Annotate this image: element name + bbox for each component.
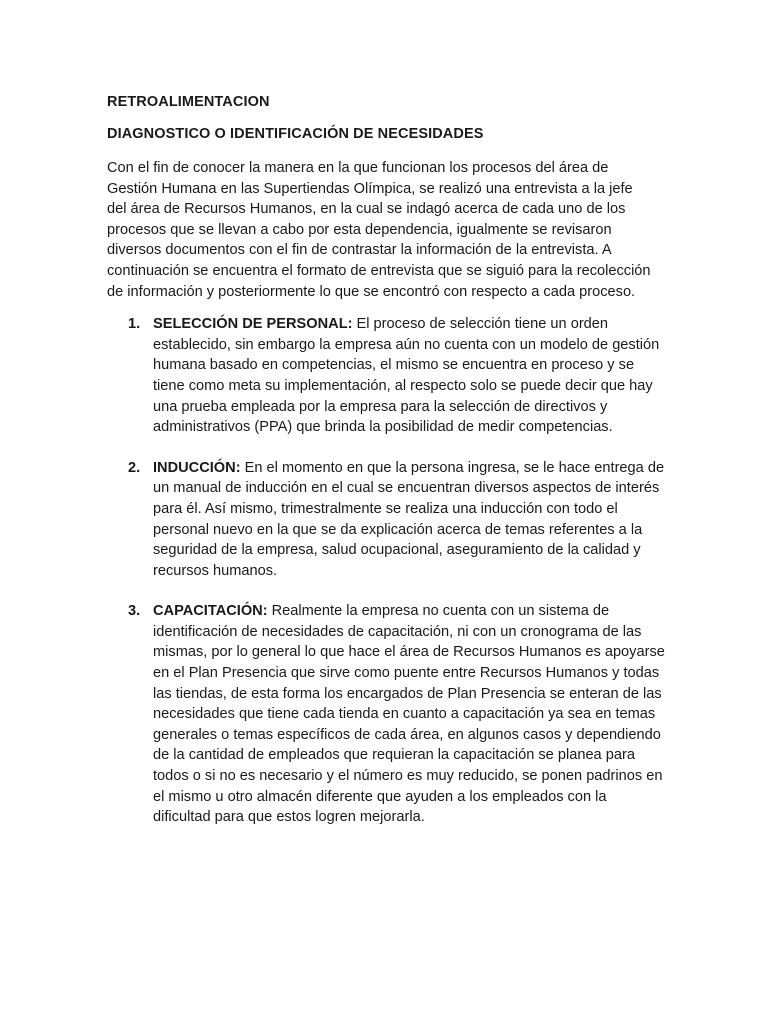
list-item-body	[153, 314, 665, 438]
list-item	[107, 458, 667, 582]
list-item-term: SELECCIÓN DE PERSONAL:	[153, 316, 353, 333]
list-item-text: El proceso de selección tiene un orden establecido, sin embargo la empresa aún no cuenta con un modelo de gestión humana basado en competencias, el mismo se encuentra en proceso y se tiene como meta su implementación, al respecto solo se puede decir que hay una prueba empleada por la empresa para la selección de directivos y administrativos (PPA) que brinda la posibilidad de medir competencias.	[153, 316, 660, 436]
list-item-body	[153, 601, 665, 828]
intro-paragraph: Con el fin de conocer la manera en la que funcionan los procesos del área de Gestión Humana en las Supertiendas Olímpica, se realizó una entrevista a la jefe del área de Recursos Humanos, en la cual se indagó acerca de cada uno de los procesos que se llevan a cabo por esta dependencia, igualmente se revisaron diversos documentos con el fin de contrastar la información de la entrevista. A continuación se encuentra el formato de entrevista que se siguió para la recolección de información y posteriormente lo que se encontró con respecto a cada proceso.	[107, 160, 651, 300]
list-item-number: 3.	[128, 603, 141, 620]
list-item	[107, 314, 667, 438]
list-item-text: Realmente la empresa no cuenta con un sistema de identificación de necesidades de capacitación, ni con un cronograma de las mismas, por lo general lo que hace el área de Recursos Humanos es apoyarse en el Plan Presencia que sirve como puente entre Recursos Humanos y todas las tiendas, de esta forma los encargados de Plan Presencia se enteran de las necesidades que tiene cada tienda en cuanto a capacitación ya sea en temas generales o temas específicos de cada área, en algunos casos y dependiendo de la cantidad de empleados que requieran la capacitación se planea para todos o si no es necesario y el número es muy reducido, se ponen padrinos en el mismo u otro almacén diferente que ayuden a los empleados con la dificultad para que estos logren mejorarla.	[153, 603, 665, 826]
list-item-text: En el momento en que la persona ingresa, se le hace entrega de un manual de inducción en el cual se encuentran diversos aspectos de interés para él. Así mismo, trimestralmente se realiza una inducción con todo el personal nuevo en la que se da explicación acerca de temas referentes a la seguridad de la empresa, salud ocupacional, aseguramiento de la calidad y recursos humanos.	[153, 459, 665, 579]
section-heading: DIAGNOSTICO O IDENTIFICACIÓN DE NECESIDADES	[107, 126, 484, 142]
document-page	[107, 92, 667, 848]
process-list	[107, 314, 667, 828]
list-item-body	[153, 458, 665, 582]
list-item-term: CAPACITACIÓN:	[153, 603, 268, 620]
document-title: RETROALIMENTACION	[107, 94, 270, 110]
list-item-number: 2.	[128, 459, 141, 476]
list-item-term: INDUCCIÓN:	[153, 459, 241, 476]
list-item	[107, 601, 667, 828]
list-item-number: 1.	[128, 316, 141, 333]
